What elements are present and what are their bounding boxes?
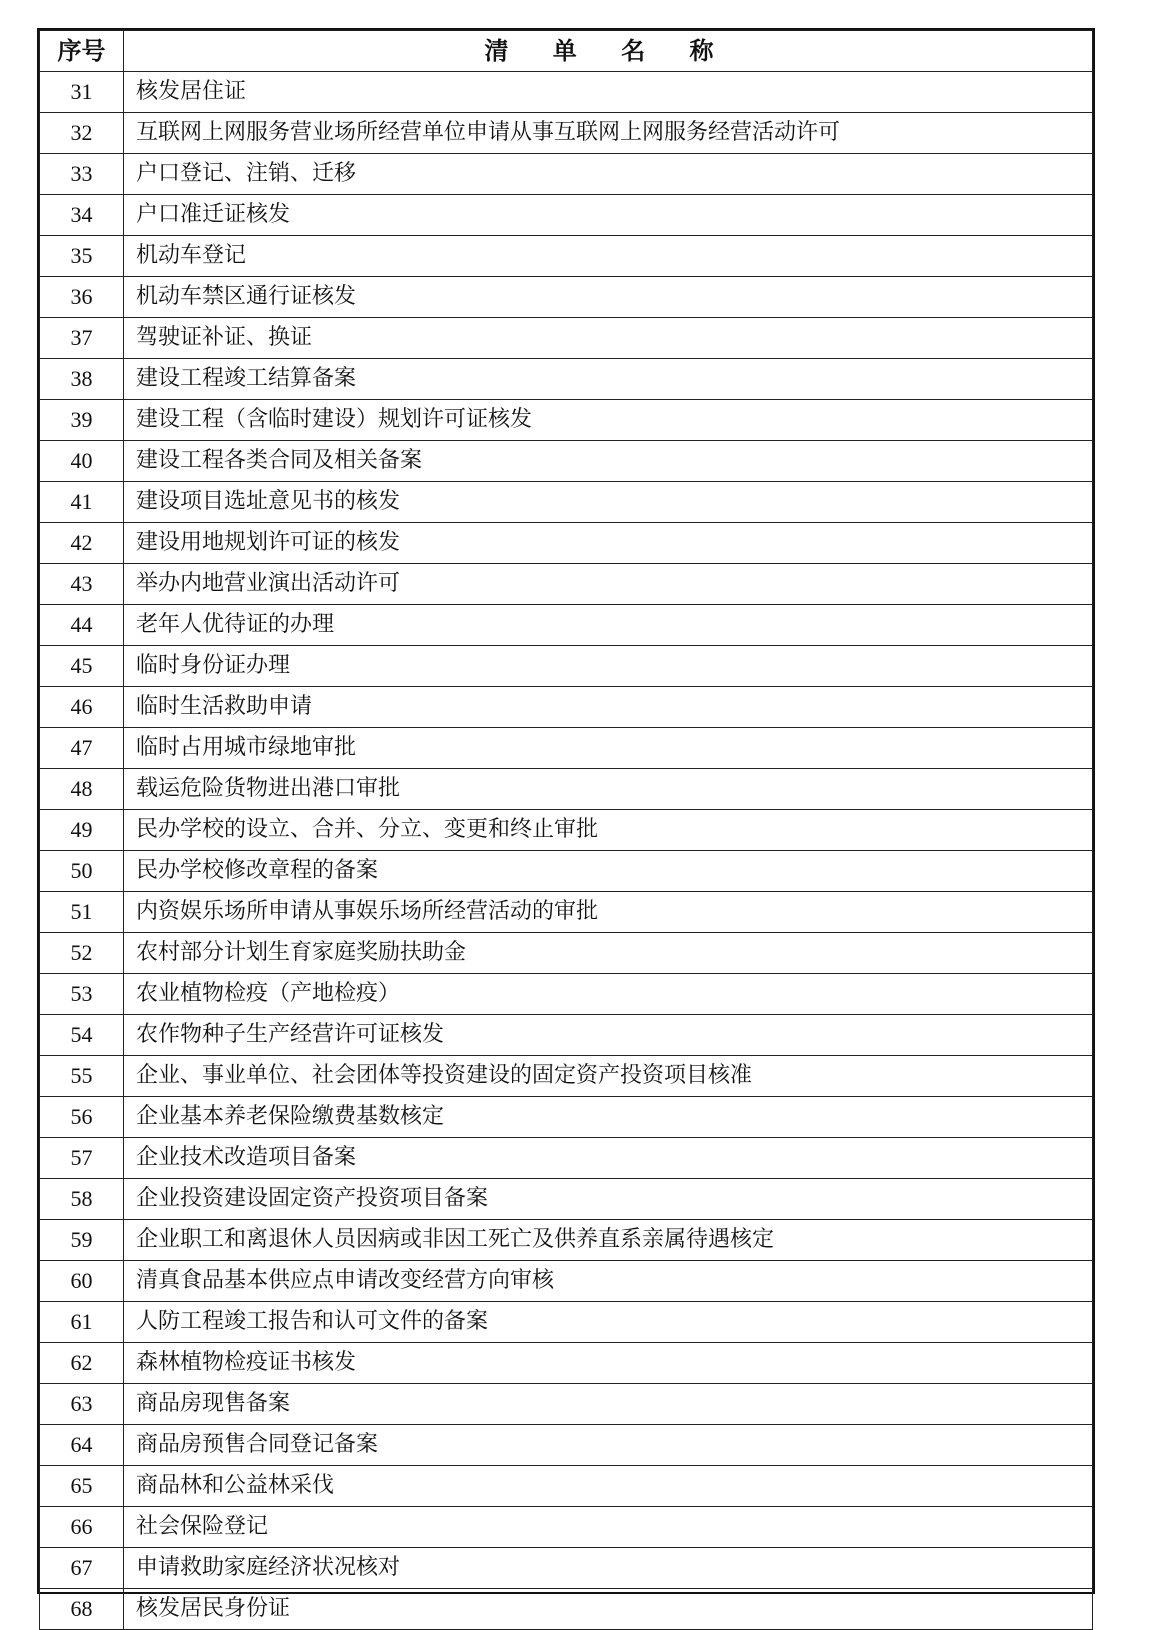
row-list-name: 企业职工和离退休人员因病或非因工死亡及供养直系亲属待遇核定	[124, 1220, 1093, 1261]
table-row	[40, 277, 1093, 318]
row-serial-number: 66	[40, 1507, 124, 1548]
row-list-name: 核发居民身份证	[124, 1589, 1093, 1630]
row-serial-number: 34	[40, 195, 124, 236]
row-list-name: 社会保险登记	[124, 1507, 1093, 1548]
row-list-name: 建设工程竣工结算备案	[124, 359, 1093, 400]
row-list-name: 商品林和公益林采伐	[124, 1466, 1093, 1507]
row-serial-number: 46	[40, 687, 124, 728]
row-list-name: 商品房现售备案	[124, 1384, 1093, 1425]
table-row	[40, 892, 1093, 933]
row-list-name: 互联网上网服务营业场所经营单位申请从事互联网上网服务经营活动许可	[124, 113, 1093, 154]
row-serial-number: 49	[40, 810, 124, 851]
row-list-name: 户口登记、注销、迁移	[124, 154, 1093, 195]
table-row	[40, 1343, 1093, 1384]
row-list-name: 机动车禁区通行证核发	[124, 277, 1093, 318]
table-row	[40, 851, 1093, 892]
row-list-name: 企业投资建设固定资产投资项目备案	[124, 1179, 1093, 1220]
row-serial-number: 32	[40, 113, 124, 154]
table-row	[40, 1015, 1093, 1056]
row-serial-number: 58	[40, 1179, 124, 1220]
row-list-name: 载运危险货物进出港口审批	[124, 769, 1093, 810]
table-row	[40, 564, 1093, 605]
table-row	[40, 1466, 1093, 1507]
table-row	[40, 1179, 1093, 1220]
row-list-name: 人防工程竣工报告和认可文件的备案	[124, 1302, 1093, 1343]
row-serial-number: 43	[40, 564, 124, 605]
table-row	[40, 933, 1093, 974]
row-serial-number: 63	[40, 1384, 124, 1425]
row-list-name: 临时占用城市绿地审批	[124, 728, 1093, 769]
table-row	[40, 1425, 1093, 1466]
row-serial-number: 35	[40, 236, 124, 277]
row-serial-number: 45	[40, 646, 124, 687]
row-serial-number: 48	[40, 769, 124, 810]
service-list-table-container	[37, 28, 1095, 1621]
table-row	[40, 236, 1093, 277]
row-serial-number: 56	[40, 1097, 124, 1138]
service-list-table	[39, 30, 1093, 1630]
row-list-name: 商品房预售合同登记备案	[124, 1425, 1093, 1466]
table-row	[40, 1097, 1093, 1138]
row-serial-number: 36	[40, 277, 124, 318]
row-serial-number: 68	[40, 1589, 124, 1630]
table-row	[40, 523, 1093, 564]
row-serial-number: 60	[40, 1261, 124, 1302]
row-list-name: 核发居住证	[124, 72, 1093, 113]
row-list-name: 临时身份证办理	[124, 646, 1093, 687]
table-row	[40, 605, 1093, 646]
row-serial-number: 39	[40, 400, 124, 441]
row-serial-number: 42	[40, 523, 124, 564]
table-row	[40, 769, 1093, 810]
table-row	[40, 728, 1093, 769]
row-serial-number: 47	[40, 728, 124, 769]
row-list-name: 建设工程（含临时建设）规划许可证核发	[124, 400, 1093, 441]
header-serial-number: 序号	[40, 31, 124, 72]
row-serial-number: 38	[40, 359, 124, 400]
row-list-name: 农作物种子生产经营许可证核发	[124, 1015, 1093, 1056]
row-serial-number: 57	[40, 1138, 124, 1179]
table-row	[40, 400, 1093, 441]
row-list-name: 驾驶证补证、换证	[124, 318, 1093, 359]
table-row	[40, 646, 1093, 687]
row-list-name: 老年人优待证的办理	[124, 605, 1093, 646]
row-list-name: 民办学校修改章程的备案	[124, 851, 1093, 892]
row-serial-number: 61	[40, 1302, 124, 1343]
row-serial-number: 31	[40, 72, 124, 113]
table-row	[40, 441, 1093, 482]
row-list-name: 民办学校的设立、合并、分立、变更和终止审批	[124, 810, 1093, 851]
table-row	[40, 1302, 1093, 1343]
table-row	[40, 1589, 1093, 1630]
table-header-row	[40, 31, 1093, 72]
table-row	[40, 1138, 1093, 1179]
row-list-name: 建设用地规划许可证的核发	[124, 523, 1093, 564]
row-serial-number: 62	[40, 1343, 124, 1384]
row-serial-number: 55	[40, 1056, 124, 1097]
row-list-name: 森林植物检疫证书核发	[124, 1343, 1093, 1384]
table-row	[40, 195, 1093, 236]
table-row	[40, 72, 1093, 113]
row-serial-number: 65	[40, 1466, 124, 1507]
row-list-name: 农村部分计划生育家庭奖励扶助金	[124, 933, 1093, 974]
table-body	[40, 72, 1093, 1630]
row-serial-number: 53	[40, 974, 124, 1015]
row-list-name: 企业基本养老保险缴费基数核定	[124, 1097, 1093, 1138]
table-row	[40, 359, 1093, 400]
row-list-name: 内资娱乐场所申请从事娱乐场所经营活动的审批	[124, 892, 1093, 933]
row-list-name: 企业、事业单位、社会团体等投资建设的固定资产投资项目核准	[124, 1056, 1093, 1097]
row-serial-number: 59	[40, 1220, 124, 1261]
row-list-name: 申请救助家庭经济状况核对	[124, 1548, 1093, 1589]
row-serial-number: 44	[40, 605, 124, 646]
row-serial-number: 67	[40, 1548, 124, 1589]
row-serial-number: 40	[40, 441, 124, 482]
table-row	[40, 318, 1093, 359]
row-list-name: 企业技术改造项目备案	[124, 1138, 1093, 1179]
row-serial-number: 51	[40, 892, 124, 933]
row-list-name: 农业植物检疫（产地检疫）	[124, 974, 1093, 1015]
table-row	[40, 1384, 1093, 1425]
table-row	[40, 1507, 1093, 1548]
row-serial-number: 33	[40, 154, 124, 195]
row-list-name: 临时生活救助申请	[124, 687, 1093, 728]
row-list-name: 建设项目选址意见书的核发	[124, 482, 1093, 523]
table-row	[40, 482, 1093, 523]
table-row	[40, 810, 1093, 851]
row-list-name: 户口准迁证核发	[124, 195, 1093, 236]
row-serial-number: 50	[40, 851, 124, 892]
table-row	[40, 1220, 1093, 1261]
row-serial-number: 37	[40, 318, 124, 359]
table-row	[40, 113, 1093, 154]
table-row	[40, 974, 1093, 1015]
row-serial-number: 41	[40, 482, 124, 523]
table-row	[40, 154, 1093, 195]
table-row	[40, 1056, 1093, 1097]
row-list-name: 机动车登记	[124, 236, 1093, 277]
row-serial-number: 52	[40, 933, 124, 974]
row-list-name: 清真食品基本供应点申请改变经营方向审核	[124, 1261, 1093, 1302]
row-serial-number: 64	[40, 1425, 124, 1466]
table-row	[40, 687, 1093, 728]
table-row	[40, 1261, 1093, 1302]
row-list-name: 举办内地营业演出活动许可	[124, 564, 1093, 605]
header-list-name: 清 单 名 称	[124, 31, 1093, 72]
table-row	[40, 1548, 1093, 1589]
row-serial-number: 54	[40, 1015, 124, 1056]
row-list-name: 建设工程各类合同及相关备案	[124, 441, 1093, 482]
